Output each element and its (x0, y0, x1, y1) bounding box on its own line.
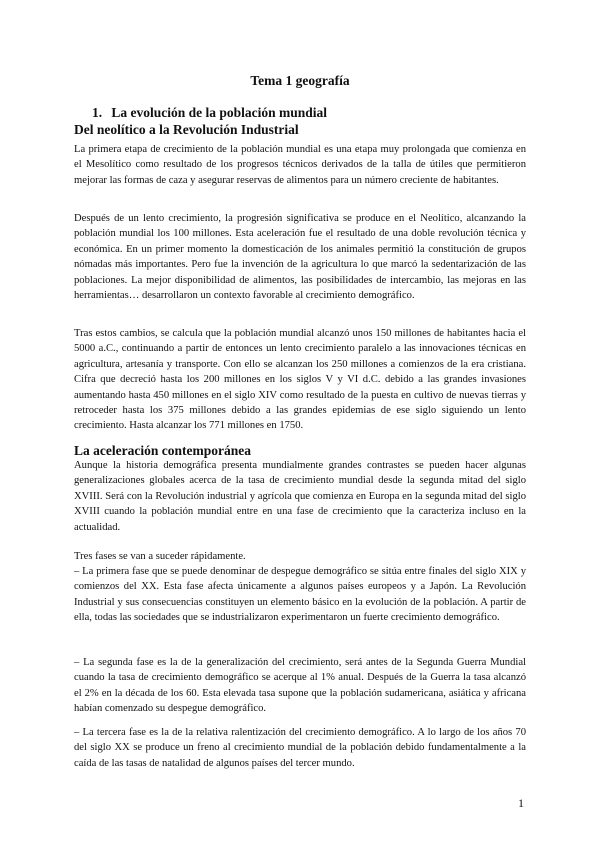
section-title: La evolución de la población mundial (111, 105, 328, 120)
paragraph: Tras estos cambios, se calcula que la población mundial alcanzó unos 150 millones de habitantes hacia el 5000 a.C., continuando a partir de entonces un lento crecimiento paralelo a las innovaciones técnicas en agricultura, artesanía y transporte. Con ello se alcanzan los 250 millones a comienzos de la era cristiana. Cifra que decreció hasta los 200 millones en los siglos V y VI d.C. debido a las grandes invasiones aumentando hasta 450 millones en el siglo XIV como resultado de la puesta en cultivo de nuevas tierras y retroceder hasta los 375 millones debido a las grandes epidemias de ese siglo siguiendo un lento crecimiento. Hasta alcanzar los 771 millones en 1750. (74, 328, 526, 432)
paragraph: Aunque la historia demográfica presenta mundialmente grandes contrastes se pueden hacer algunas generalizaciones globales acerca de la tasa de crecimiento mundial desde la segunda mitad del siglo XVIII. Será con la Revolución industrial y agrícola que comienza en Europa en la segunda mitad del siglo XVIII cuando la población mundial entre en una fase de crecimiento que la caracteriza incluso en la actualidad. (74, 460, 526, 533)
section-heading (92, 105, 327, 121)
page-number: 1 (518, 796, 524, 810)
paragraph: – La primera fase que se puede denominar de despegue demográfico se sitúa entre finales del siglo XIX y comienzos del XX. Esta fase afecta únicamente a algunos países europeos y a Japón. La Revolución Industrial y sus consecuencias constituyen un elemento básico en la evolución de la población. A partir de ella, todas las sociedades que se industrializaron experimentaron un fuerte crecimiento demográfico. (74, 566, 526, 624)
document-title: Tema 1 geografía (250, 73, 350, 88)
paragraph: La primera etapa de crecimiento de la población mundial es una etapa muy prolongada que comienza en el Mesolítico como resultado de los progresos técnicos derivados de la talla de útiles que permitieron mejorar las formas de caza y asegurar reservas de alimentos para un número creciente de habitantes. (74, 144, 526, 186)
paragraph: – La tercera fase es la de la relativa ralentización del crecimiento demográfico. A lo largo de los años 70 del siglo XX se produce un freno al crecimiento mundial de la población debido fundamentalmente a la caída de las tasas de natalidad de algunos países del tercer mundo. (74, 727, 526, 769)
paragraph: Tres fases se van a suceder rápidamente. (74, 551, 246, 562)
section-number: 1. (92, 105, 103, 120)
paragraph: – La segunda fase es la de la generalización del crecimiento, será antes de la Segunda Guerra Mundial cuando la tasa de crecimiento demográfico se acerque al 1% anual. Después de la Guerra la tasa alcanzó el 2% en la década de los 60. Esta elevada tasa supone que la población sudamericana, asiática y africana habían comenzado su despegue demográfico. (74, 657, 526, 715)
subheading-neolithic: Del neolítico a la Revolución Industrial (74, 122, 299, 137)
subheading-contemporary: La aceleración contemporánea (74, 443, 251, 458)
paragraph: Después de un lento crecimiento, la progresión significativa se produce en el Neolítico, alcanzando la población mundial los 100 millones. Esta aceleración fue el resultado de una doble revolución técnica y económica. En un primer momento la domesticación de los animales permitió la constitución de grupos nómadas más importantes. Pero fue la invención de la agricultura lo que marcó la sedentarización de las poblaciones. La mejor disponibilidad de alimentos, las posibilidades de intercambio, las mejoras en las herramientas… desarrollaron un contexto favorable al crecimiento demográfico. (74, 213, 526, 302)
